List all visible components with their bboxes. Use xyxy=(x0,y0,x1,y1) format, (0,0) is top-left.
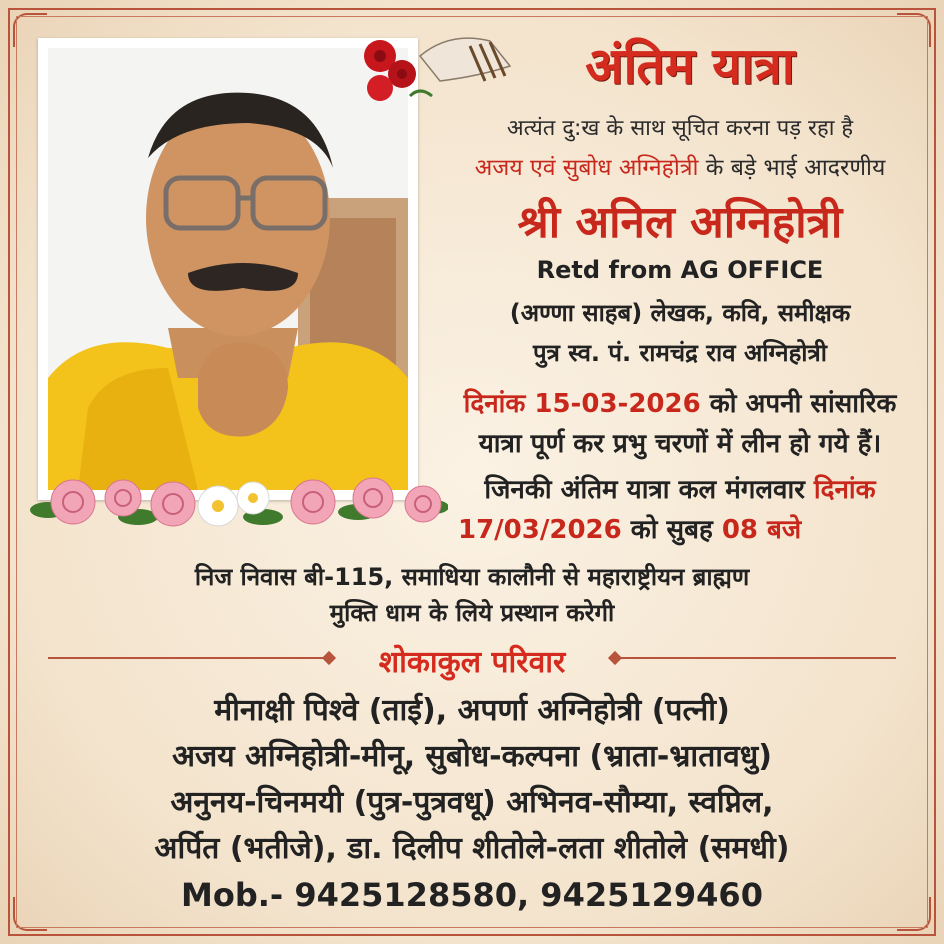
funeral-text-a: जिनकी अंतिम यात्रा कल मंगलवार xyxy=(484,475,805,505)
designation: Retd from AG OFFICE xyxy=(536,256,824,284)
relation-suffix: के बड़े भाई आदरणीय xyxy=(705,155,886,181)
death-date: दिनांक 15-03-2026 xyxy=(463,389,701,419)
section-divider-left xyxy=(48,657,328,659)
intro-text: अत्यंत दु:ख के साथ सूचित करना पड़ रहा है xyxy=(506,116,854,141)
parentage: पुत्र स्व. पं. रामचंद्र राव अग्निहोत्री xyxy=(533,339,827,367)
death-text-b: यात्रा पूर्ण कर प्रभु चरणों में लीन हो गये हैं। xyxy=(478,429,882,459)
family-line: मीनाक्षी पिश्वे (ताई), अपर्णा अग्निहोत्री (पत्नी) xyxy=(214,693,730,728)
flower-garland xyxy=(28,462,448,540)
funeral-date: 17/03/2026 xyxy=(458,515,622,545)
mobile-numbers: Mob.- 9425128580, 9425129460 xyxy=(181,876,763,914)
funeral-time: 08 बजे xyxy=(721,515,802,545)
funeral-time-line xyxy=(430,510,930,546)
brothers-names: अजय एवं सुबोध अग्निहोत्री xyxy=(474,155,699,181)
rose-decoration xyxy=(360,26,520,116)
relation-text xyxy=(440,150,920,182)
funeral-place-a: निज निवास बी-115, समाधिया कालौनी से महाराष्ट्रीयन ब्राह्मण xyxy=(194,563,750,591)
deceased-name: श्री अनिल अग्निहोत्री xyxy=(517,197,843,248)
family-line: अजय अग्निहोत्री-मीनू, सुबोध-कल्पना (भ्राता-भ्रातावधु) xyxy=(172,739,772,774)
page-title: अंतिम यात्रा xyxy=(585,37,795,95)
section-divider-right xyxy=(614,657,896,659)
family-line: अनुनय-चिनमयी (पुत्र-पुत्रवधू) अभिनव-सौम्या, स्वप्निल, xyxy=(170,785,774,820)
section-title: शोकाकुल परिवार xyxy=(378,645,566,680)
funeral-line xyxy=(430,470,930,506)
titles: (अण्णा साहब) लेखक, कवि, समीक्षक xyxy=(509,299,851,327)
funeral-at: को सुबह xyxy=(630,515,713,545)
portrait-illustration xyxy=(48,48,408,490)
family-line: अर्पित (भतीजे), डा. दिलीप शीतोले-लता शीतोले (समधी) xyxy=(154,831,790,866)
funeral-date-word: दिनांक xyxy=(813,475,876,505)
funeral-place-b: मुक्ति धाम के लिये प्रस्थान करेगी xyxy=(329,599,615,627)
death-date-line xyxy=(430,384,930,420)
death-text-a: को अपनी सांसारिक xyxy=(709,389,897,419)
